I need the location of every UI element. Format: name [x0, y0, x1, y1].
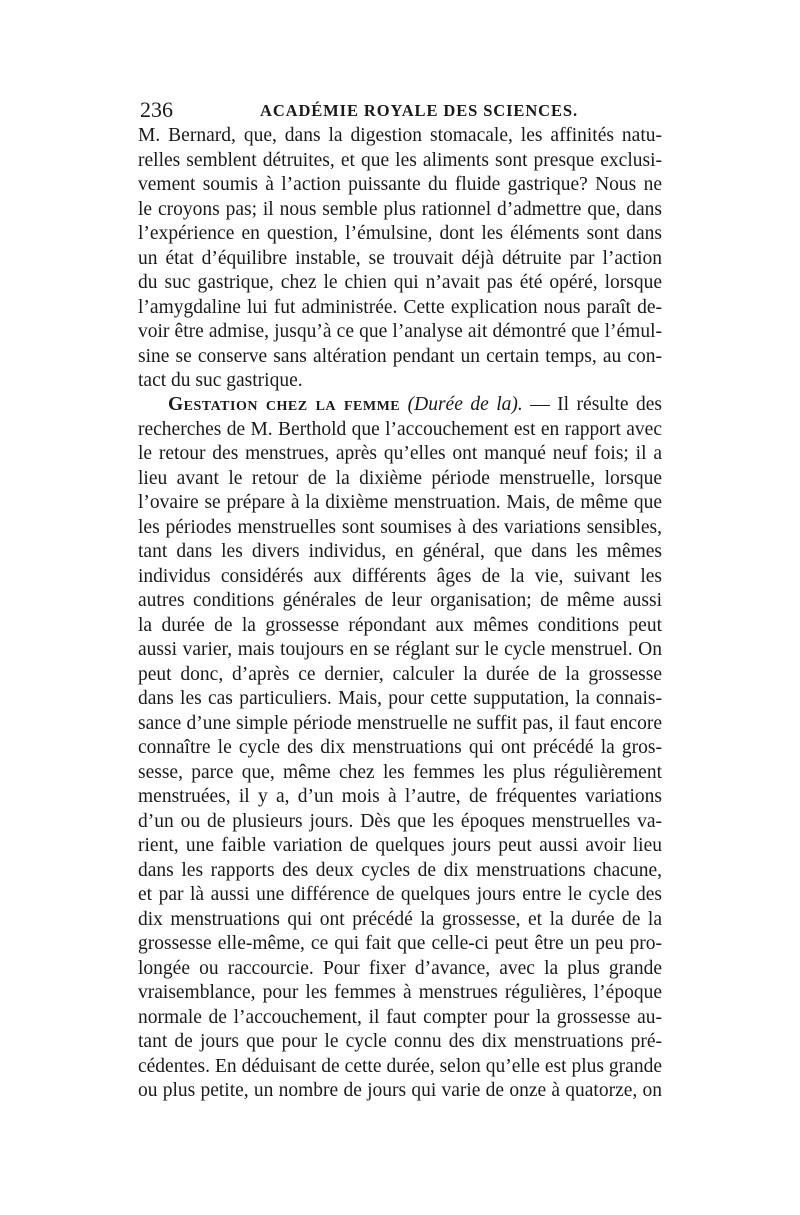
paragraph-bernard — [138, 124, 662, 394]
text-line: tant dans les divers individus, en général, que dans les mêmes — [138, 541, 662, 562]
text-line: et par là aussi une différence de quelques jours entre le cycle des — [138, 884, 662, 905]
text-line: tact du suc gastrique. — [138, 370, 303, 391]
text-line: peut donc, d’après ce dernier, calculer la durée de la grossesse — [138, 663, 662, 685]
text-line: le croyons pas; il nous semble plus rationnel d’admettre que, dans — [138, 198, 662, 220]
paragraph-gestation — [138, 393, 662, 1104]
text-fragment: — Il résulte des — [522, 394, 662, 415]
text-line: normale de l’accouchement, il faut compter pour la grossesse au- — [138, 1006, 662, 1028]
running-title: ACADÉMIE ROYALE DES SCIENCES. — [260, 101, 578, 120]
text-line: connaître le cycle des dix menstruations qui ont précédé la gros- — [138, 737, 662, 758]
text-line: aussi varier, mais toujours en se réglant sur le cycle menstruel. On — [138, 639, 662, 660]
section-heading: Gestation chez la femme — [168, 394, 401, 415]
text-line: dix menstruations qui ont précédé la grossesse, et la durée de la — [138, 908, 662, 930]
text-line: M. Bernard, que, dans la digestion stomacale, les affinités natu- — [138, 125, 662, 146]
text-line: individus considérés aux différents âges de la vie, suivant les — [138, 565, 662, 587]
text-line: sine se conserve sans altération pendant un certain temps, au con- — [138, 345, 662, 367]
text-line: longée ou raccourcie. Pour fixer d’avance, avec la plus grande — [138, 957, 662, 979]
page-header — [140, 96, 660, 124]
text-line: autres conditions générales de leur organisation; de même aussi — [138, 590, 662, 611]
text-line: rient, une faible variation de quelques jours peut aussi avoir lieu — [138, 835, 662, 856]
text-line: vement soumis à l’action puissante du fluide gastrique? Nous ne — [138, 174, 662, 195]
text-line: les périodes menstruelles sont soumises à des variations sensibles, — [138, 516, 662, 538]
heading-line — [138, 393, 662, 418]
text-line: l’amygdaline lui fut administrée. Cette explication nous paraît de- — [138, 296, 662, 318]
text-line: menstruées, il y a, d’un mois à l’autre, de fréquentes variations — [138, 786, 662, 807]
text-line: cédentes. En déduisant de cette durée, selon qu’elle est plus grande — [138, 1055, 662, 1077]
text-line: ou plus petite, un nombre de jours qui varie de onze à quatorze, on — [138, 1080, 662, 1101]
text-line: du suc gastrique, chez le chien qui n’avait pas été opéré, lorsque — [138, 272, 662, 293]
page-number: 236 — [140, 97, 173, 122]
text-line: tant de jours que pour le cycle connu des dix menstruations pré- — [138, 1031, 662, 1052]
text-line: d’un ou de plusieurs jours. Dès que les époques menstruelles va- — [138, 810, 662, 832]
text-line: le retour des menstrues, après qu’elles ont manqué neuf fois; il a — [138, 443, 662, 464]
text-line: l’expérience en question, l’émulsine, dont les éléments sont dans — [138, 223, 662, 244]
text-line: recherches de M. Berthold que l’accouchement est en rapport avec — [138, 418, 662, 440]
text-line: relles semblent détruites, et que les aliments sont presque exclusi- — [138, 149, 662, 171]
text-line: sance d’une simple période menstruelle ne suffit pas, il faut encore — [138, 712, 662, 734]
text-line: lieu avant le retour de la dixième période menstruelle, lorsque — [138, 467, 662, 489]
text-line: dans les cas particuliers. Mais, pour cette supputation, la connais- — [138, 688, 662, 709]
text-line: l’ovaire se prépare à la dixième menstruation. Mais, de même que — [138, 492, 662, 513]
section-heading-qualifier: (Durée de la). — [407, 394, 523, 415]
text-line: vraisemblance, pour les femmes à menstrues régulières, l’époque — [138, 982, 662, 1003]
text-line: la durée de la grossesse répondant aux mêmes conditions peut — [138, 614, 662, 636]
text-line: un état d’équilibre instable, se trouvait déjà détruite par l’action — [138, 247, 662, 269]
text-line: sesse, parce que, même chez les femmes les plus régulièrement — [138, 761, 662, 783]
text-line: dans les rapports des deux cycles de dix menstruations chacune, — [138, 859, 662, 881]
text-line: grossesse elle-même, ce qui fait que celle-ci peut être un peu pro- — [138, 933, 662, 954]
text-line: voir être admise, jusqu’à ce que l’analyse ait démontré que l’émul- — [138, 321, 662, 342]
